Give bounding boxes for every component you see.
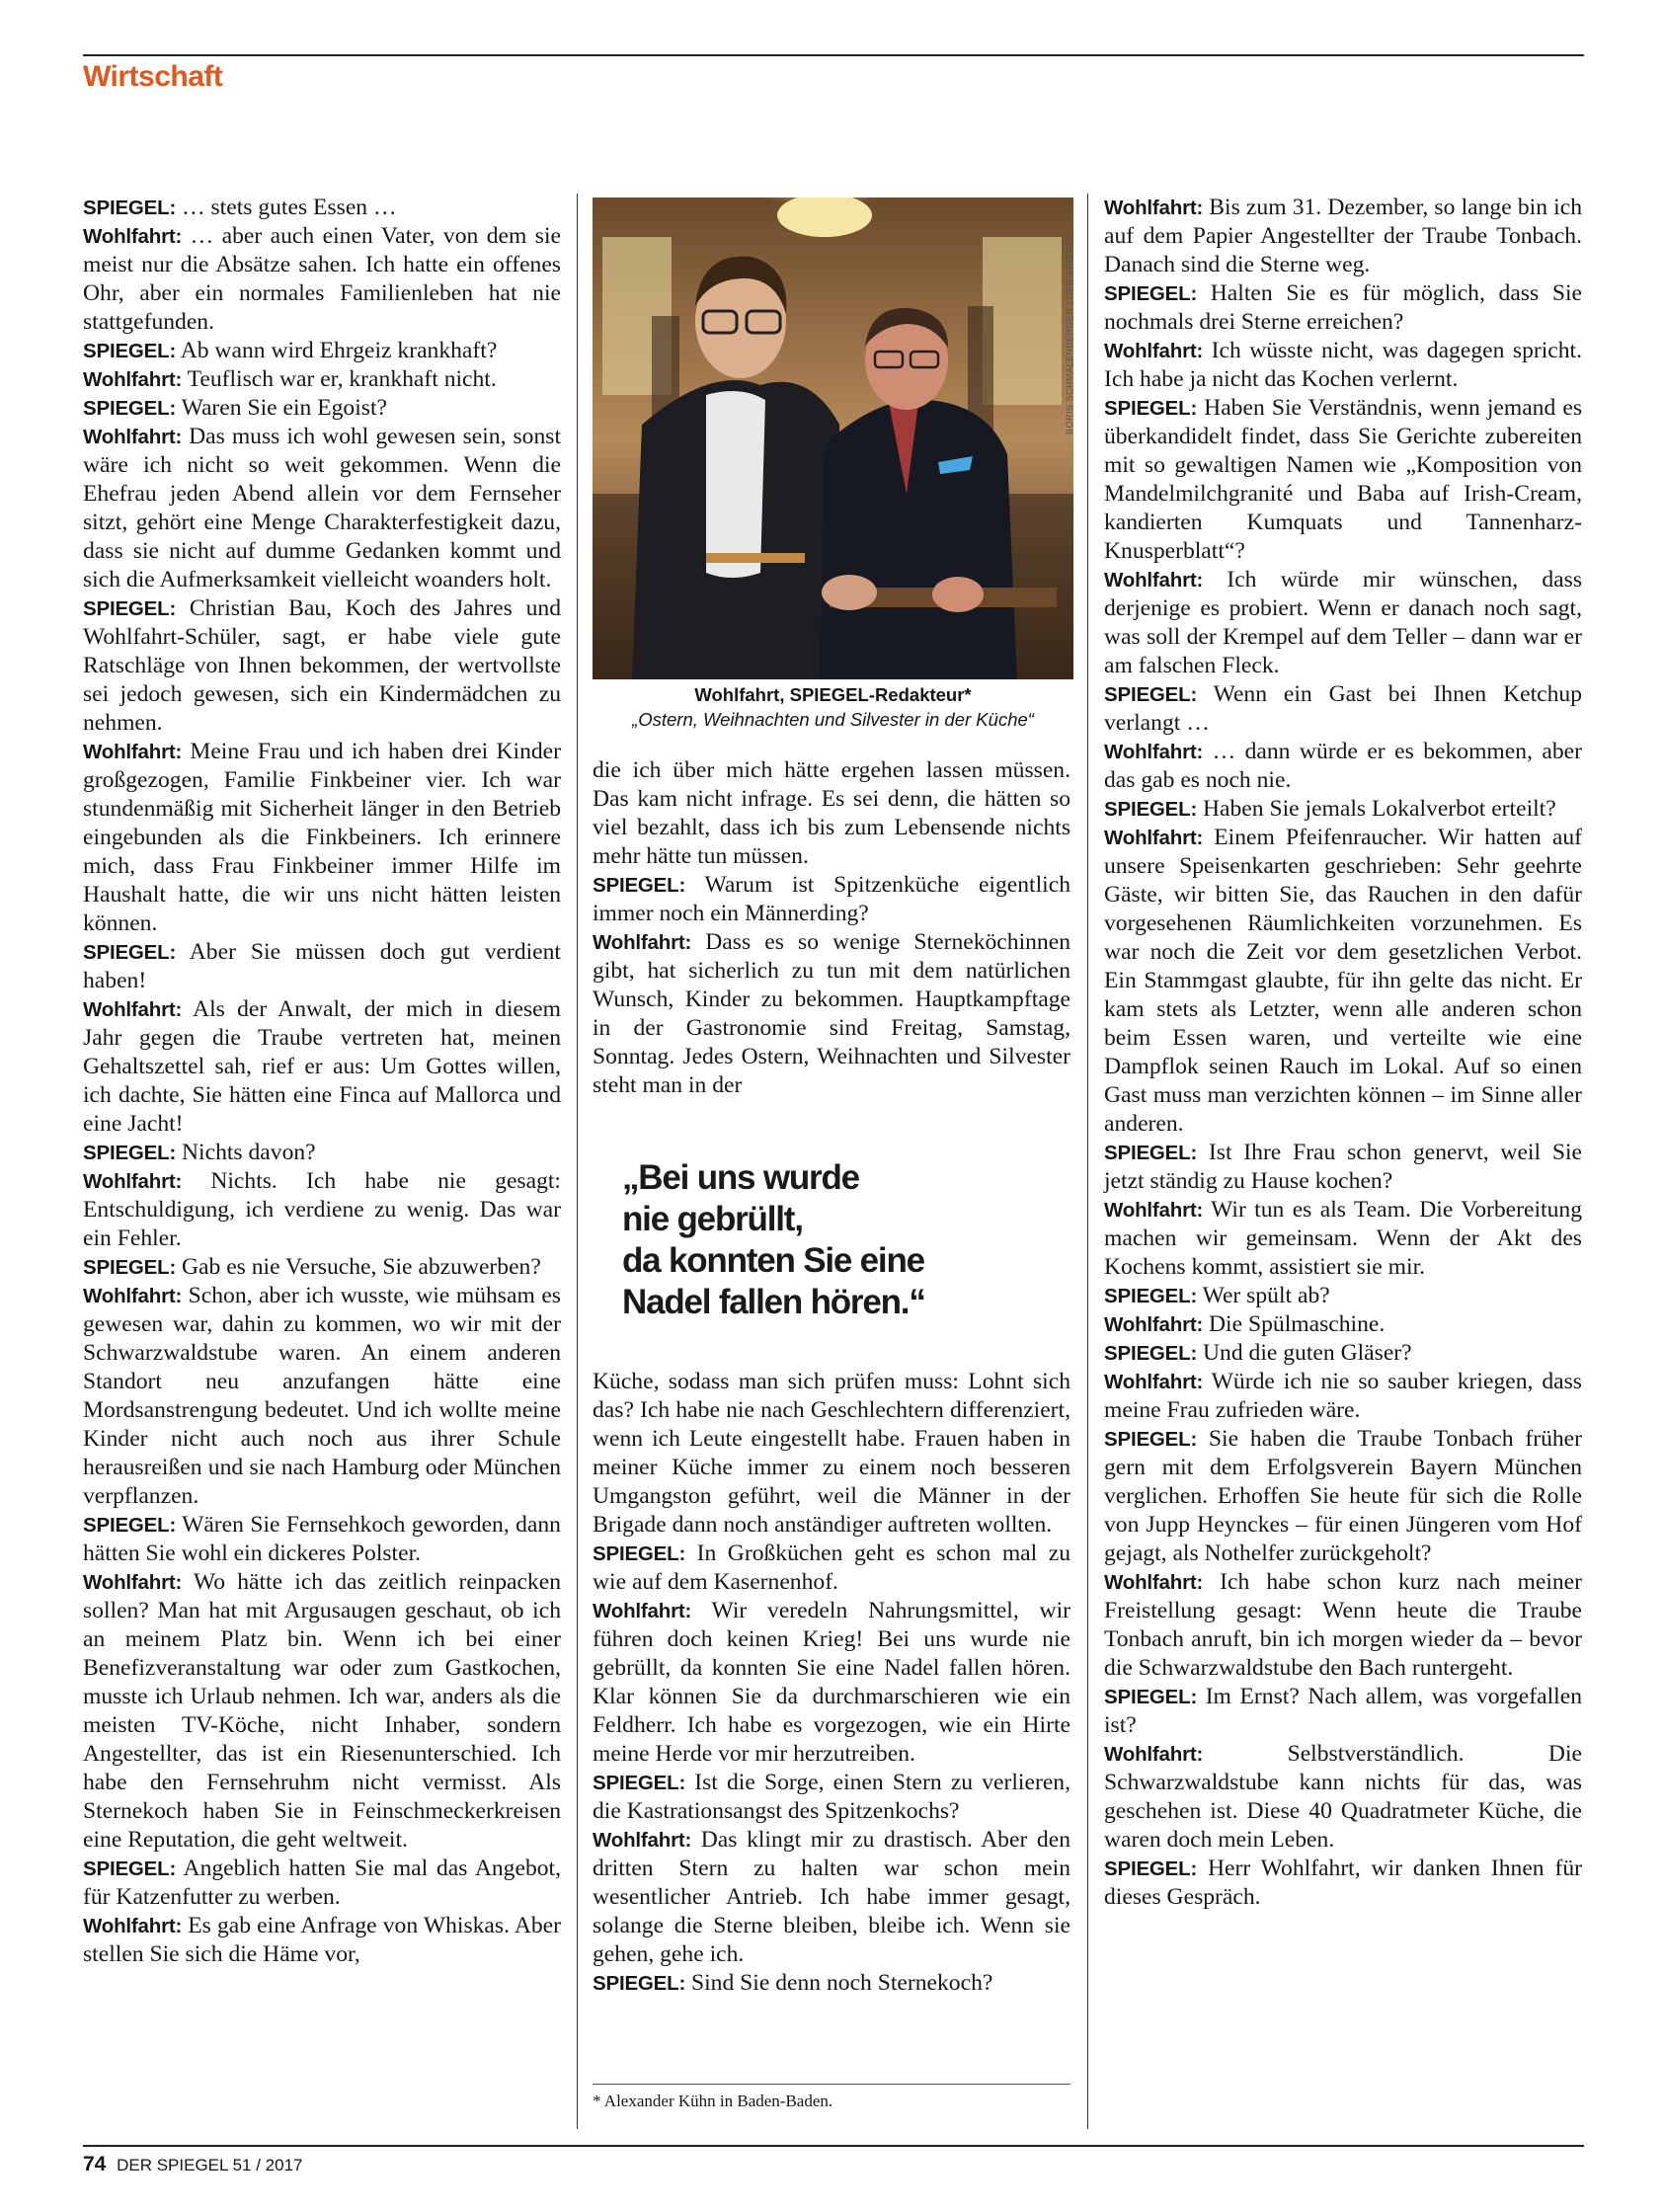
paragraph-text: … aber auch einen Vater, von dem sie meist nur die Absätze sahen. Ich hatte ein offenes Ohr, aber ein normales Familienleben hat nie stattgefunden. [83, 223, 562, 335]
speaker-label: Wohlfahrt: [593, 1829, 692, 1852]
interview-paragraph [1104, 1339, 1582, 1368]
speaker-label: SPIEGEL: [593, 1772, 686, 1794]
speaker-label: Wohlfahrt: [1104, 340, 1204, 362]
paragraph-text: Als der Anwalt, der mich in diesem Jahr gegen die Traube vertreten hat, meinen Gehaltszettel sah, rief er aus: Um Gottes willen, ich dachte, Sie hätten eine Finca auf Mallorca und eine Jacht! [83, 996, 561, 1137]
interview-paragraph [83, 394, 561, 423]
paragraph-text: Dass es so wenige Sterneköchinnen gibt, hat sicherlich zu tun mit dem natürlichen Wunsch, Kinder zu bekommen. Hauptkampftage in der Gastronomie sind Freitag, Samstag, Sonntag. Jedes Ostern, Weihnachten und Silvester steht man in der [593, 929, 1070, 1098]
paragraph-text: Im Ernst? Nach allem, was vorgefallen ist? [1104, 1684, 1582, 1738]
speaker-label: SPIEGEL: [1104, 1285, 1198, 1307]
speaker-label: SPIEGEL: [1104, 397, 1198, 420]
issue-number: 51 / 2017 [232, 2156, 303, 2174]
paragraph-text: Waren Sie ein Egoist? [181, 395, 387, 421]
speaker-label: Wohlfahrt: [1104, 1743, 1204, 1766]
paragraph-text: Das klingt mir zu drastisch. Aber den dritten Stern zu halten war schon mein wesentlicher Antrieb. Ich habe immer gesagt, solange die Sterne bleiben, bleibe ich. Wenn sie gehen, gehe ich. [593, 1827, 1070, 1967]
photo-credit: BORIS SCHMALENBERGER / DER SPIEGEL [1065, 233, 1074, 434]
interview-paragraph [1104, 279, 1582, 337]
speaker-label: Wohlfahrt: [1104, 569, 1204, 592]
speaker-label: SPIEGEL: [1104, 798, 1198, 821]
paragraph-text: Haben Sie Verständnis, wenn jemand es überkandidelt findet, dass Sie Gerichte zubereiten mit so gewaltigen Namen wie „Komposition von Mandelmilchgranité und Baba auf Irish-Cream, kandierten Kumquats und Tannenharz-Knusperblatt“? [1104, 395, 1582, 564]
interview-paragraph [593, 871, 1070, 928]
interview-paragraph [83, 1511, 561, 1568]
interview-paragraph [1104, 1740, 1582, 1855]
interview-paragraph [593, 1826, 1070, 1969]
paragraph-text: Selbstverständlich. Die Schwarzwaldstube kann nichts für das, was geschehen ist. Diese 40 Quadratmeter Küche, die waren doch mein Leben. [1104, 1741, 1582, 1853]
speaker-label: SPIEGEL: [83, 1142, 177, 1164]
interview-paragraph [83, 222, 561, 337]
photo-caption-title: Wohlfahrt, SPIEGEL-Redakteur* [694, 684, 972, 705]
interview-paragraph [1104, 1282, 1582, 1310]
speaker-label: Wohlfahrt: [83, 1170, 183, 1193]
interview-paragraph [83, 1855, 561, 1912]
column-divider [1087, 194, 1088, 2129]
pull-quote-line: „Bei uns wurde [622, 1158, 859, 1197]
speaker-label: Wohlfahrt: [83, 1915, 183, 1937]
interview-paragraph [1104, 1368, 1582, 1425]
interview-paragraph [83, 423, 561, 594]
column-1 [83, 194, 561, 1969]
interview-paragraph [83, 1282, 561, 1511]
paragraph-text: Ab wann wird Ehrgeiz krankhaft? [180, 338, 498, 363]
paragraph-text: Schon, aber ich wusste, wie mühsam es gewesen war, dahin zu kommen, wo wir mit der Schwarzwaldstube waren. An einem anderen Standort neu anzufangen hätte eine Mordsanstrengung bedeutet. Und ich wollte meine Kinder nicht auch noch aus ihrer Schule herausreißen und sie nach Hamburg oder München verpflanzen. [83, 1283, 561, 1509]
interview-photo [593, 198, 1073, 679]
footer-rule [83, 2145, 1584, 2147]
speaker-label: Wohlfahrt: [593, 931, 692, 954]
column-2-lower [593, 1368, 1070, 1998]
paragraph-text: Wir tun es als Team. Die Vorbereitung machen wir gemeinsam. Wenn der Akt des Kochens kommt, assistiert sie mir. [1104, 1197, 1582, 1280]
speaker-label: Wohlfahrt: [1104, 1371, 1204, 1393]
paragraph-text: Teuflisch war er, krankhaft nicht. [187, 366, 497, 392]
paragraph-text: Wo hätte ich das zeitlich reinpacken sollen? Man hat mit Argusaugen geschaut, ob ich an meinem Platz bin. Wenn ich bei einer Benefizveranstaltung war oder zum Gastkochen, musste ich Urlaub nehmen. Ich war, anders als die meisten TV-Köche, nicht Inhaber, sondern Angestellter, das ist ein Riesenunterschied. Ich habe den Fernsehruhm nicht vermisst. Als Sternekoch haben Sie in Feinschmeckerkreisen eine Reputation, die geht weltweit. [83, 1569, 561, 1853]
interview-paragraph [83, 365, 561, 394]
paragraph-text: Ich wüsste nicht, was dagegen spricht. Ich habe ja nicht das Kochen verlernt. [1104, 338, 1582, 392]
interview-paragraph [1104, 1310, 1582, 1339]
speaker-label: Wohlfahrt: [83, 1571, 183, 1594]
paragraph-text: Wer spült ab? [1202, 1283, 1330, 1308]
speaker-label: SPIEGEL: [1104, 1428, 1198, 1451]
interview-paragraph [1104, 1568, 1582, 1683]
paragraph-text: Wenn ein Gast bei Ihnen Ketchup verlangt … [1104, 681, 1582, 736]
speaker-label: Wohlfahrt: [1104, 197, 1204, 219]
column-divider [577, 194, 578, 2129]
interview-paragraph [593, 928, 1070, 1100]
paragraph-text: Die Spülmaschine. [1209, 1311, 1386, 1337]
speaker-label: SPIEGEL: [83, 397, 177, 420]
interview-paragraph [1104, 1855, 1582, 1912]
speaker-label: SPIEGEL: [1104, 1142, 1198, 1164]
interview-paragraph [83, 938, 561, 995]
paragraph-text: Küche, sodass man sich prüfen muss: Lohnt sich das? Ich habe nie nach Geschlechtern differenziert, wenn ich Leute eingestellt habe. Frauen haben in meiner Küche immer zu einem noch besseren Umgangston geführt, weil die Männer in der Brigade dann noch anständiger auftreten wollten. [593, 1369, 1070, 1538]
photo-restaurant-portrait [593, 198, 1073, 679]
interview-paragraph [1104, 194, 1582, 279]
paragraph-text: Aber Sie müssen doch gut verdient haben! [83, 939, 561, 993]
interview-paragraph [1104, 795, 1582, 824]
speaker-label: SPIEGEL: [83, 1857, 177, 1880]
interview-paragraph [83, 1912, 561, 1969]
speaker-label: SPIEGEL: [83, 1256, 177, 1279]
interview-paragraph [1104, 394, 1582, 566]
pull-quote-line: nie gebrüllt, [622, 1200, 803, 1238]
speaker-label: Wohlfahrt: [83, 741, 183, 763]
paragraph-text: Und die guten Gläser? [1203, 1340, 1412, 1366]
paragraph-text: Sie haben die Traube Tonbach früher gern mit dem Erfolgsverein Bayern München verglichen. Erhoffen Sie heute für sich die Rolle von Jupp Heynckes – für einen Jüngeren vom Hof gejagt, als Nothelfer zurückgeholt? [1104, 1426, 1582, 1566]
paragraph-text: Gab es nie Versuche, Sie abzuwerben? [182, 1254, 541, 1280]
paragraph-text: Würde ich nie so sauber kriegen, dass meine Frau zufrieden wäre. [1104, 1369, 1582, 1423]
interview-paragraph [1104, 1683, 1582, 1740]
interview-paragraph [83, 1167, 561, 1253]
publication-name: DER SPIEGEL [117, 2156, 228, 2174]
speaker-label: SPIEGEL: [1104, 683, 1198, 706]
paragraph-text: Christian Bau, Koch des Jahres und Wohlfahrt-Schüler, sagt, er habe viele gute Ratschläge von Ihnen bekommen, der wertvollste sei jedoch gewesen, sich ein Kindermädchen zu nehmen. [83, 595, 561, 736]
paragraph-text: Angeblich hatten Sie mal das Angebot, für Katzenfutter zu werben. [83, 1856, 561, 1910]
paragraph-text: Das muss ich wohl gewesen sein, sonst wäre ich nicht so weit gekommen. Wenn die Ehefrau jeden Abend allein vor dem Fernseher sitzt, gehört eine Menge Charakterfestigkeit dazu, dass sie nicht auf dumme Gedanken kommt und sich die Aufmerksamkeit vielleicht woanders holt. [83, 424, 561, 592]
speaker-label: SPIEGEL: [83, 1514, 177, 1537]
paragraph-text: Bis zum 31. Dezember, so lange bin ich auf dem Papier Angestellter der Traube Tonbach. Danach sind die Sterne weg. [1104, 195, 1582, 277]
pull-quote-line: Nadel fallen hören.“ [622, 1283, 925, 1321]
speaker-label: SPIEGEL: [83, 941, 177, 964]
section-title: Wirtschaft [83, 60, 223, 93]
speaker-label: Wohlfahrt: [1104, 827, 1204, 849]
paragraph-text: In Großküchen geht es schon mal zu wie auf dem Kasernenhof. [593, 1540, 1070, 1595]
paragraph-text: Haben Sie jemals Lokalverbot erteilt? [1203, 796, 1556, 822]
interview-paragraph [1104, 1425, 1582, 1568]
interview-paragraph [83, 337, 561, 365]
paragraph-text: Wären Sie Fernsehkoch geworden, dann hätten Sie wohl ein dickeres Polster. [83, 1512, 561, 1566]
speaker-label: SPIEGEL: [1104, 1342, 1198, 1365]
speaker-label: Wohlfahrt: [83, 426, 183, 448]
paragraph-text: Meine Frau und ich haben drei Kinder großgezogen, Familie Finkbeiner vier. Ich war stundenmäßig mit Sicherheit länger in den Betrieb eingebunden als die Finkbeiners. Ich erinnere mich, dass Frau Finkbeiner immer Hilfe im Haushalt hatte, die wir uns nicht hätten leisten können. [83, 739, 561, 936]
speaker-label: Wohlfahrt: [1104, 1199, 1204, 1222]
paragraph-text: Herr Wohlfahrt, wir danken Ihnen für dieses Gespräch. [1104, 1856, 1582, 1910]
speaker-label: Wohlfahrt: [83, 1285, 183, 1307]
column-2-upper [593, 756, 1070, 1100]
speaker-label: SPIEGEL: [83, 197, 177, 219]
paragraph-text: Ist Ihre Frau schon genervt, weil Sie jetzt ständig zu Hause kochen? [1104, 1140, 1582, 1194]
pull-quote [622, 1157, 1057, 1323]
speaker-label: SPIEGEL: [593, 1542, 686, 1565]
interview-paragraph [1104, 680, 1582, 738]
interview-paragraph [593, 1540, 1070, 1597]
speaker-label: Wohlfahrt: [1104, 741, 1204, 763]
header-rule [83, 54, 1584, 56]
speaker-label: SPIEGEL: [593, 1972, 686, 1995]
interview-paragraph [593, 756, 1070, 871]
speaker-label: SPIEGEL: [1104, 1686, 1198, 1708]
paragraph-text: Einem Pfeifenraucher. Wir hatten auf unsere Speisenkarten geschrieben: Sehr geehrte Gäste, wir bitten Sie, das Rauchen in den dafür vorgesehenen Räumlichkeiten vorzunehmen. Es war noch die Zeit vor dem gesetzlichen Verbot. Ein Stammgast glaubte, für ihn gelte das nicht. Er kam stets als Letzter, wenn alle anderen schon beim Essen waren, und verteilte wie eine Dampflok seinen Rauch im Lokal. Auf so einen Gast muss man verzichten können – im Sinne aller anderen. [1104, 825, 1582, 1137]
speaker-label: Wohlfahrt: [1104, 1571, 1204, 1594]
speaker-label: Wohlfahrt: [83, 225, 183, 248]
paragraph-text: Sind Sie denn noch Sternekoch? [691, 1970, 993, 1996]
interview-paragraph [1104, 824, 1582, 1139]
paragraph-text: … stets gutes Essen … [182, 195, 397, 220]
paragraph-text: Nichts davon? [182, 1140, 316, 1165]
interview-paragraph [1104, 566, 1582, 680]
interview-paragraph [83, 1139, 561, 1167]
interview-paragraph [1104, 337, 1582, 394]
photo-caption-quote: „Ostern, Weihnachten und Silvester in der Küche“ [632, 709, 1034, 730]
interview-paragraph [1104, 1139, 1582, 1196]
footnote-rule [593, 2084, 1070, 2085]
interview-paragraph [593, 1368, 1070, 1540]
interview-paragraph [83, 1568, 561, 1855]
speaker-label: Wohlfahrt: [83, 368, 183, 391]
speaker-label: SPIEGEL: [1104, 282, 1198, 305]
paragraph-text: Warum ist Spitzenküche eigentlich immer noch ein Männerding? [593, 872, 1070, 926]
speaker-label: Wohlfahrt: [1104, 1313, 1204, 1336]
speaker-label: SPIEGEL: [83, 340, 177, 362]
interview-paragraph [83, 594, 561, 738]
paragraph-text: die ich über mich hätte ergehen lassen müssen. Das kam nicht infrage. Es sei denn, die hätten so viel bezahlt, dass ich bis zum Lebensende nichts mehr hätte tun müssen. [593, 757, 1070, 869]
interview-paragraph [1104, 738, 1582, 795]
interview-paragraph [83, 738, 561, 938]
paragraph-text: … dann würde er es bekommen, aber das gab es noch nie. [1104, 739, 1582, 793]
paragraph-text: Halten Sie es für möglich, dass Sie nochmals drei Sterne erreichen? [1104, 280, 1582, 335]
speaker-label: Wohlfahrt: [593, 1600, 692, 1622]
interview-paragraph [1104, 1196, 1582, 1282]
column-3 [1104, 194, 1582, 1912]
speaker-label: SPIEGEL: [1104, 1857, 1198, 1880]
speaker-label: SPIEGEL: [593, 874, 686, 897]
interview-paragraph [593, 1597, 1070, 1769]
page-number: 74 [83, 2153, 107, 2175]
paragraph-text: Es gab eine Anfrage von Whiskas. Aber stellen Sie sich die Häme vor, [83, 1913, 561, 1967]
paragraph-text: Ist die Sorge, einen Stern zu verlieren, die Kastrationsangst des Spitzenkochs? [593, 1770, 1070, 1824]
paragraph-text: Ich habe schon kurz nach meiner Freistellung gesagt: Wenn heute die Traube Tonbach anruft, bin ich morgen wieder da – bevor die Schwarzwaldstube den Bach runtergeht. [1104, 1569, 1582, 1681]
footnote: * Alexander Kühn in Baden-Baden. [593, 2092, 833, 2110]
paragraph-text: Wir veredeln Nahrungsmittel, wir führen doch keinen Krieg! Bei uns wurde nie gebrüllt, da konnten Sie eine Nadel fallen hören. Klar können Sie da durchmarschieren wie ein Feldherr. Ich habe es vorgezogen, wie ein Hirte meine Herde vor mir herzutreiben. [593, 1598, 1070, 1767]
interview-paragraph [593, 1769, 1070, 1826]
interview-paragraph [83, 194, 561, 222]
page-footer [83, 2153, 302, 2176]
interview-paragraph [593, 1969, 1070, 1998]
paragraph-text: Nichts. Ich habe nie gesagt: Entschuldigung, ich verdiene zu wenig. Das war ein Fehler. [83, 1168, 561, 1251]
speaker-label: SPIEGEL: [83, 597, 177, 620]
speaker-label: Wohlfahrt: [83, 998, 183, 1021]
pull-quote-line: da konnten Sie eine [622, 1241, 924, 1280]
interview-paragraph [83, 995, 561, 1139]
interview-paragraph [83, 1253, 561, 1282]
paragraph-text: Ich würde mir wünschen, dass derjenige es probiert. Wenn er danach noch sagt, was soll der Krempel auf dem Teller – dann war er am falschen Fleck. [1104, 567, 1582, 678]
